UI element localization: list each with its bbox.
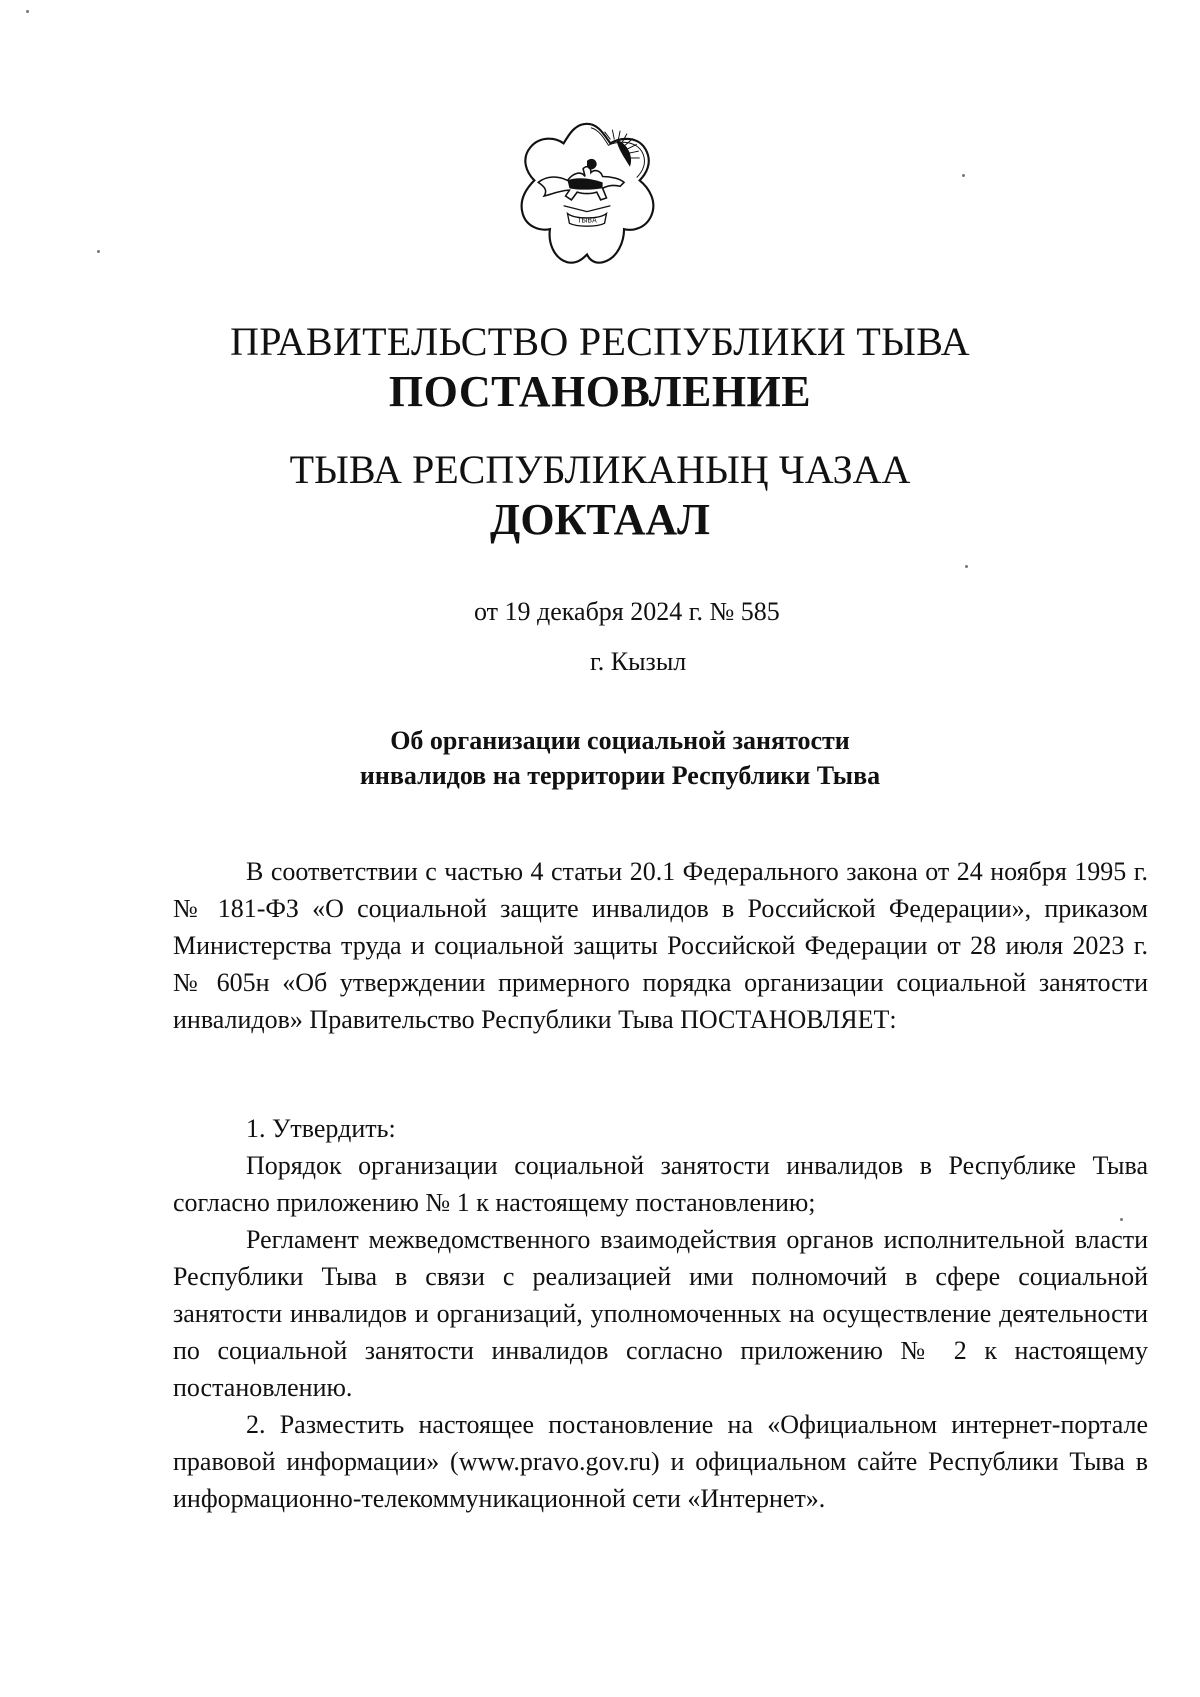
scan-speck: [1120, 1218, 1123, 1221]
document-title: [300, 723, 940, 793]
clause-2: [173, 1406, 1148, 1517]
preamble-text: В соответствии с частью 4 статьи 20.1 Федерального закона от 24 ноября 1995 г. № 181-ФЗ «О социальной защите инвалидов в Российской Федерации», приказом Министерства труда и социальной защиты Российской Федерации от 28 июля 2023 г. № 605н «Об утверждении примерного порядка организации социальной занятости инвалидов» Правительство Республики Тыва ПОСТАНОВЛЯЕТ:: [173, 857, 1148, 1034]
clause-1-heading: [173, 1110, 1148, 1147]
document-date-number: от 19 декабря 2024 г. № 585: [474, 597, 780, 626]
clause-1-item-order: [173, 1147, 1148, 1221]
scan-speck: [962, 174, 965, 177]
document-title-line-1: Об организации социальной занятости: [390, 726, 850, 755]
scan-speck: [97, 250, 100, 253]
clause-1-text: 1. Утвердить:: [246, 1114, 396, 1143]
svg-text:ТЫВА: ТЫВА: [577, 216, 597, 225]
document-type: ПОСТАНОВЛЕНИЕ: [388, 367, 812, 416]
document-city: г. Кызыл: [590, 647, 687, 676]
preamble-paragraph: [173, 853, 1148, 1038]
government-title-tyvan: ТЫВА РЕСПУБЛИКАНЫҢ ЧАЗАА: [289, 447, 911, 492]
clause-1-item-order-text: Порядок организации социальной занятости инвалидов в Республике Тыва согласно приложению № 1 к настоящему постановлению;: [173, 1151, 1148, 1217]
document-type-tyvan: ДОКТААЛ: [490, 495, 710, 544]
scan-speck: [965, 565, 968, 568]
tuva-emblem-icon: [509, 118, 665, 274]
document-title-line-2: инвалидов на территории Республики Тыва: [359, 761, 881, 790]
clause-1-item-regulation: [173, 1221, 1148, 1406]
clause-1-item-regulation-text: Регламент межведомственного взаимодействия органов исполнительной власти Республики Тыва в связи с реализацией ими полномочий в сфере социальной занятости инвалидов и организаций, уполномоченных на осуществление деятельности по социальной занятости инвалидов согласно приложению № 2 к настоящему постановлению.: [173, 1225, 1148, 1402]
scan-speck: [26, 10, 29, 13]
clause-2-text: 2. Разместить настоящее постановление на «Официальном интернет-портале правовой информации» (www.pravo.gov.ru) и официальном сайте Республики Тыва в информационно-телекоммуникационной сети «Интернет».: [173, 1410, 1148, 1513]
government-title: ПРАВИТЕЛЬСТВО РЕСПУБЛИКИ ТЫВА: [230, 319, 970, 364]
